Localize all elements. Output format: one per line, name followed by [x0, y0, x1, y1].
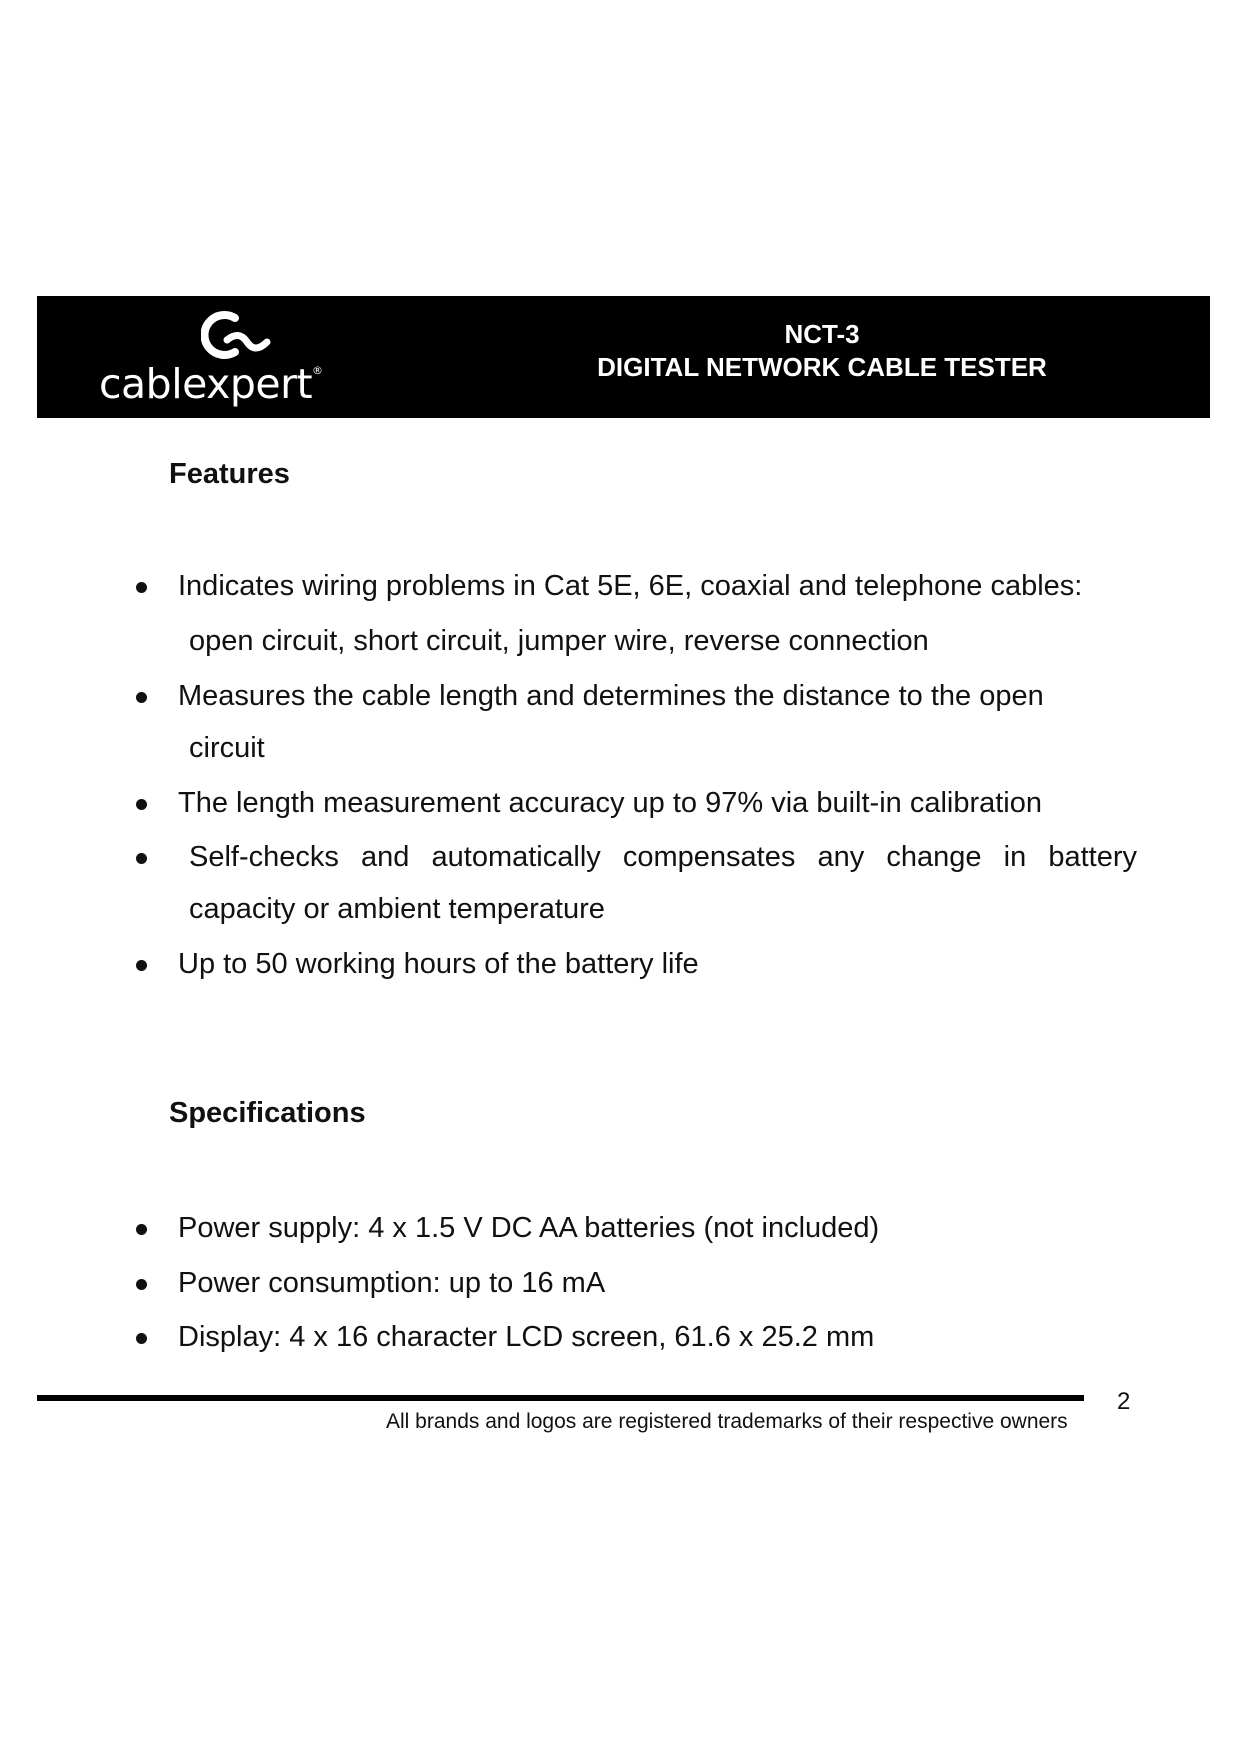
registered-mark: ®	[312, 364, 323, 377]
header-titles	[487, 318, 1157, 384]
page-number: 2	[1117, 1388, 1131, 1415]
brand-name: cablexpert	[99, 360, 313, 408]
list-item-text: Display: 4 x 16 character LCD screen, 61.6 x 25.2 mm	[178, 1321, 875, 1353]
brand-wordmark	[99, 360, 323, 408]
cablexpert-logo	[99, 310, 339, 410]
model-number: NCT-3	[784, 319, 860, 349]
bullet-icon	[136, 853, 147, 864]
list-item-text: Self-checks and automatically compensates any change in battery	[189, 841, 1137, 873]
bullet-icon	[136, 799, 147, 810]
list-item-text: Up to 50 working hours of the battery life	[178, 948, 699, 980]
bullet-icon	[136, 582, 147, 593]
list-item-text-continued: open circuit, short circuit, jumper wire, reverse connection	[189, 625, 929, 657]
trademark-note: All brands and logos are registered trademarks of their respective owners	[386, 1410, 1068, 1433]
product-title: DIGITAL NETWORK CABLE TESTER	[597, 352, 1047, 382]
cablexpert-logo-icon	[201, 310, 281, 362]
footer-divider	[37, 1395, 1084, 1401]
bullet-icon	[136, 1333, 147, 1344]
list-item-text: The length measurement accuracy up to 97% via built-in calibration	[178, 787, 1043, 819]
list-item-text-continued: circuit	[189, 732, 265, 764]
bullet-icon	[136, 692, 147, 703]
features-heading: Features	[169, 458, 290, 490]
bullet-icon	[136, 1224, 147, 1235]
list-item-text: Power consumption: up to 16 mA	[178, 1267, 606, 1299]
list-item-text-continued: capacity or ambient temperature	[189, 893, 605, 925]
list-item-text: Power supply: 4 x 1.5 V DC AA batteries (not included)	[178, 1212, 880, 1244]
specifications-heading: Specifications	[169, 1097, 366, 1129]
list-item-text: Indicates wiring problems in Cat 5E, 6E, coaxial and telephone cables:	[178, 570, 1083, 602]
bullet-icon	[136, 960, 147, 971]
list-item-text: Measures the cable length and determines the distance to the open	[178, 680, 1044, 712]
header-bar	[37, 296, 1210, 418]
bullet-icon	[136, 1279, 147, 1290]
